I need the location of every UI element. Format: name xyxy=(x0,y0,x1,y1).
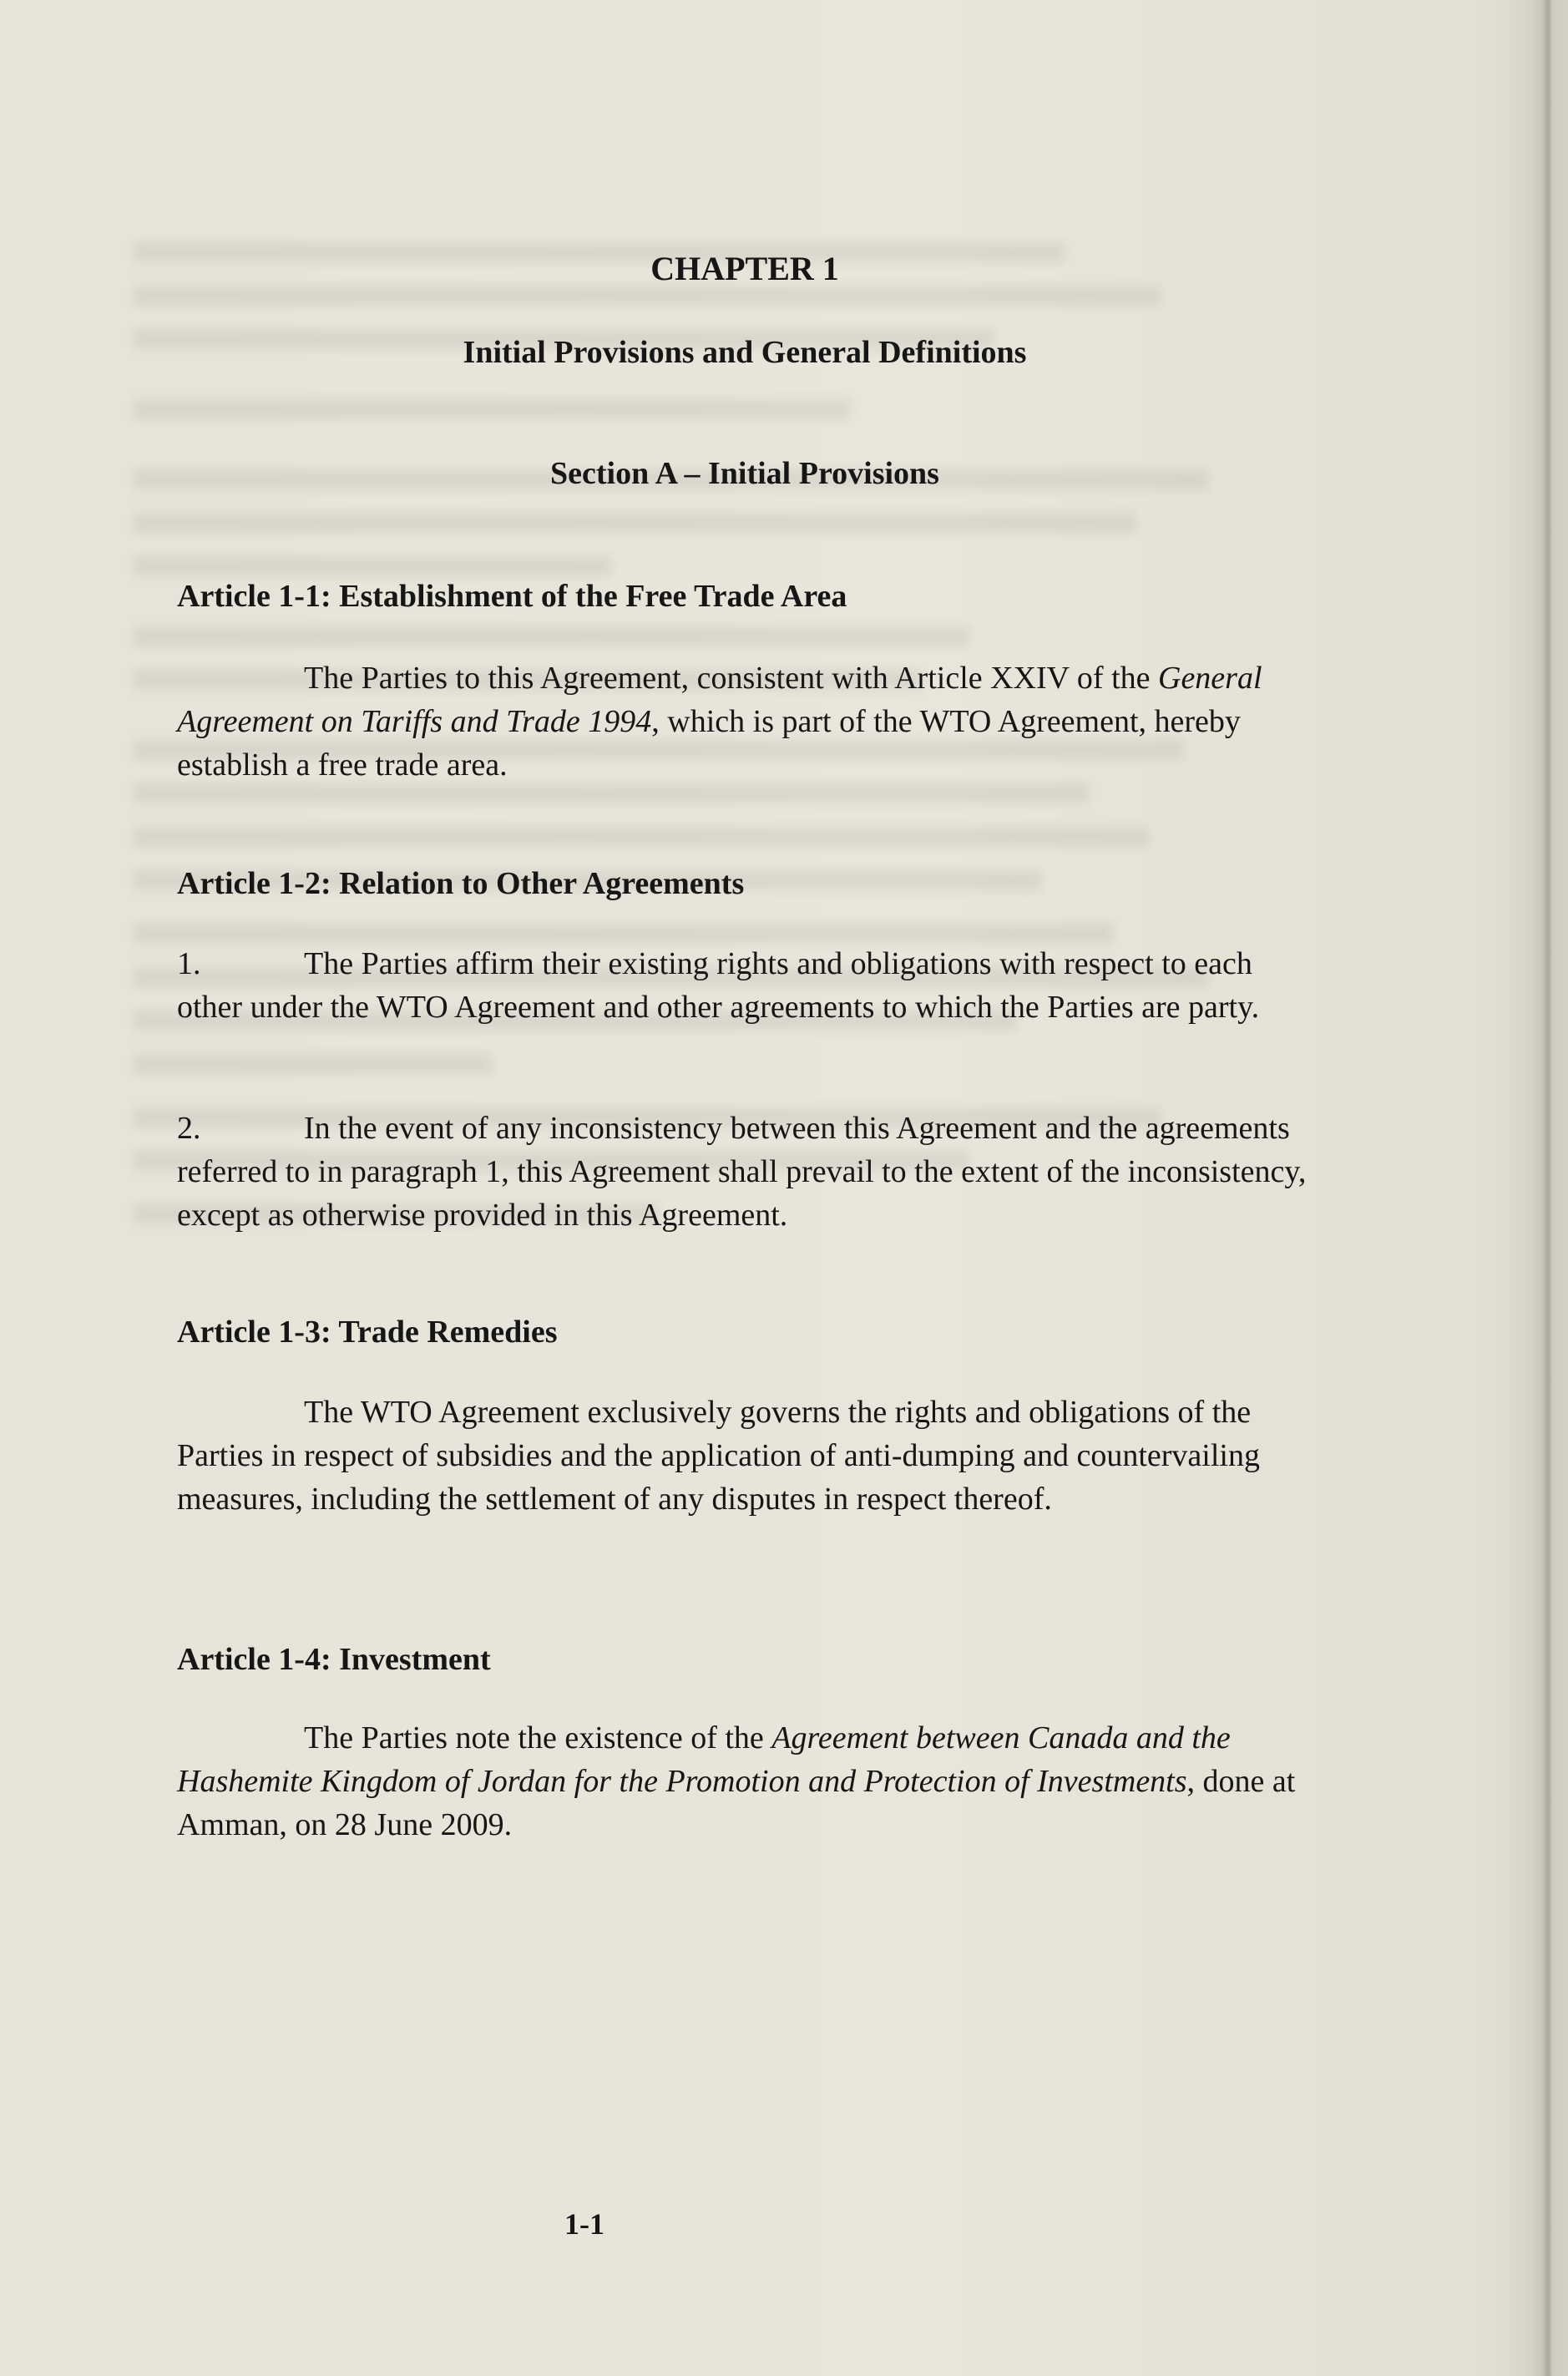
page-edge-shadow xyxy=(1510,0,1568,2376)
article-1-4-text-part2: , done at Amman, on 28 June 2009. xyxy=(177,1764,1296,1842)
article-1-4-heading: Article 1-4: Investment xyxy=(177,1642,491,1677)
article-1-2-paragraph-1 xyxy=(177,942,1313,1029)
paragraph-text: In the event of any inconsistency between this Agreement and the agreements referred to in paragraph 1, this Agreement shall prevail to the extent of the inconsistency, except as otherwise provided in this Agreement. xyxy=(177,1111,1307,1233)
chapter-heading: CHAPTER 1 xyxy=(650,250,839,287)
article-1-1-heading: Article 1-1: Establishment of the Free Trade Area xyxy=(177,579,847,614)
article-1-1-text xyxy=(177,656,1313,787)
article-1-3-text: The WTO Agreement exclusively governs the rights and obligations of the Parties in respect of subsidies and the application of anti-dumping and countervailing measures, including the settlement of any disputes in respect thereof. xyxy=(177,1395,1260,1517)
article-1-4-italic-title: Agreement between Canada and the Hashemite Kingdom of Jordan for the Promotion and Protection of Investments xyxy=(177,1720,1231,1799)
paragraph-number: 2. xyxy=(177,1111,201,1146)
article-1-4-text-part1: The Parties note the existence of the xyxy=(304,1720,772,1755)
page-number: 1-1 xyxy=(564,2207,604,2241)
chapter-title: Initial Provisions and General Definitions xyxy=(463,335,1027,370)
article-1-1-text-part1: The Parties to this Agreement, consistent with Article XXIV of the xyxy=(304,661,1158,696)
paragraph-number: 1. xyxy=(177,946,201,981)
article-1-4-text xyxy=(177,1716,1313,1847)
article-1-2-heading: Article 1-2: Relation to Other Agreements xyxy=(177,866,745,901)
section-title: Section A – Initial Provisions xyxy=(550,456,939,491)
article-1-1-italic-title: General Agreement on Tariffs and Trade 1994 xyxy=(177,661,1262,739)
article-1-1-text-part2: , which is part of the WTO Agreement, hereby establish a free trade area. xyxy=(177,704,1241,783)
article-1-3-heading: Article 1-3: Trade Remedies xyxy=(177,1315,558,1350)
paragraph-text: The Parties affirm their existing rights and obligations with respect to each other under the WTO Agreement and other agreements to which the Parties are party. xyxy=(177,946,1260,1025)
article-1-2-paragraph-2 xyxy=(177,1107,1313,1237)
